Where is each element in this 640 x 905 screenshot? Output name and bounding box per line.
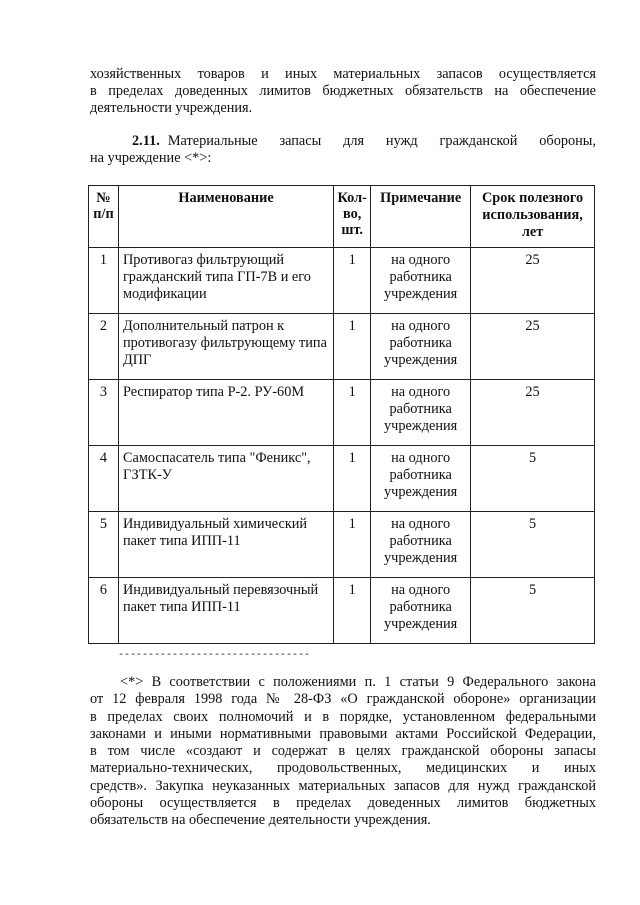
row-number: 4 [89,446,119,512]
header-note: Примечание [371,186,471,248]
row-quantity: 1 [334,314,371,380]
footnote-line: материально-технических, продовольственных, медицинских и иных [90,760,596,777]
footnote-line: законами и иными нормативными правовыми актами Российской Федерации, [90,725,596,742]
footnote-line: средств». Закупка неуказанных материальных запасов для нужд гражданской [90,777,596,794]
row-note: на одного работника учреждения [371,512,471,578]
row-note: на одного работника учреждения [371,446,471,512]
intro-line: деятельности учреждения. [90,100,253,116]
row-note: на одного работника учреждения [371,314,471,380]
row-name: Самоспасатель типа "Феникс", ГЗТК-У [118,446,333,512]
footnote-line: в пределах своих полномочий и в порядке, установленном федеральными [90,708,596,725]
row-number: 6 [89,578,119,644]
row-quantity: 1 [334,248,371,314]
materials-table [88,185,595,644]
table-row [89,248,595,314]
section-title-continuation: на учреждение <*>: [90,150,212,166]
section-heading [90,133,596,167]
footnote [90,674,596,830]
footnote-line: в том числе «создают и содержат в целях гражданской обороны запасы [90,743,596,760]
table-row [89,380,595,446]
intro-paragraph [90,66,596,117]
row-number: 1 [89,248,119,314]
row-quantity: 1 [334,380,371,446]
row-name: Индивидуальный перевязочный пакет типа ИПП-11 [118,578,333,644]
header-quantity: Кол-во, шт. [334,186,371,248]
row-note: на одного работника учреждения [371,578,471,644]
table-header-row [89,186,595,248]
intro-line: хозяйственных товаров и иных материальных запасов осуществляется [90,66,596,82]
header-number: № п/п [89,186,119,248]
footnote-line: обороны осуществляется в пределах доведенных лимитов бюджетных [90,795,596,812]
footnote-line: от 12 февраля 1998 года № 28-ФЗ «О гражданской обороне» организации [90,691,596,708]
row-note: на одного работника учреждения [371,380,471,446]
row-number: 2 [89,314,119,380]
row-name: Дополнительный патрон к противогазу фильтрующему типа ДПГ [118,314,333,380]
footnote-line: обязательств на обеспечение деятельности учреждения. [90,812,431,829]
row-term: 25 [471,314,595,380]
table-row [89,314,595,380]
row-quantity: 1 [334,512,371,578]
row-term: 5 [471,578,595,644]
row-term: 25 [471,248,595,314]
section-title: Материальные запасы для нужд гражданской обороны, [167,133,596,149]
table-row [89,446,595,512]
footnote-line: <*> В соответствии с положениями п. 1 статьи 9 Федерального закона [120,674,596,690]
section-number: 2.11. [132,133,160,149]
row-name: Индивидуальный химический пакет типа ИПП-11 [118,512,333,578]
row-term: 5 [471,512,595,578]
footnote-separator: -------------------------------- [118,650,311,661]
row-term: 5 [471,446,595,512]
section-heading-line [90,133,596,150]
row-name: Противогаз фильтрующий гражданский типа ГП-7В и его модификации [118,248,333,314]
row-term: 25 [471,380,595,446]
header-term: Срок полезного использования, лет [471,186,595,248]
row-quantity: 1 [334,578,371,644]
row-number: 5 [89,512,119,578]
row-quantity: 1 [334,446,371,512]
header-name: Наименование [118,186,333,248]
row-name: Респиратор типа Р-2. РУ-60М [118,380,333,446]
table-row [89,578,595,644]
row-note: на одного работника учреждения [371,248,471,314]
intro-line: в пределах доведенных лимитов бюджетных обязательств на обеспечение [90,83,596,99]
table-row [89,512,595,578]
row-number: 3 [89,380,119,446]
